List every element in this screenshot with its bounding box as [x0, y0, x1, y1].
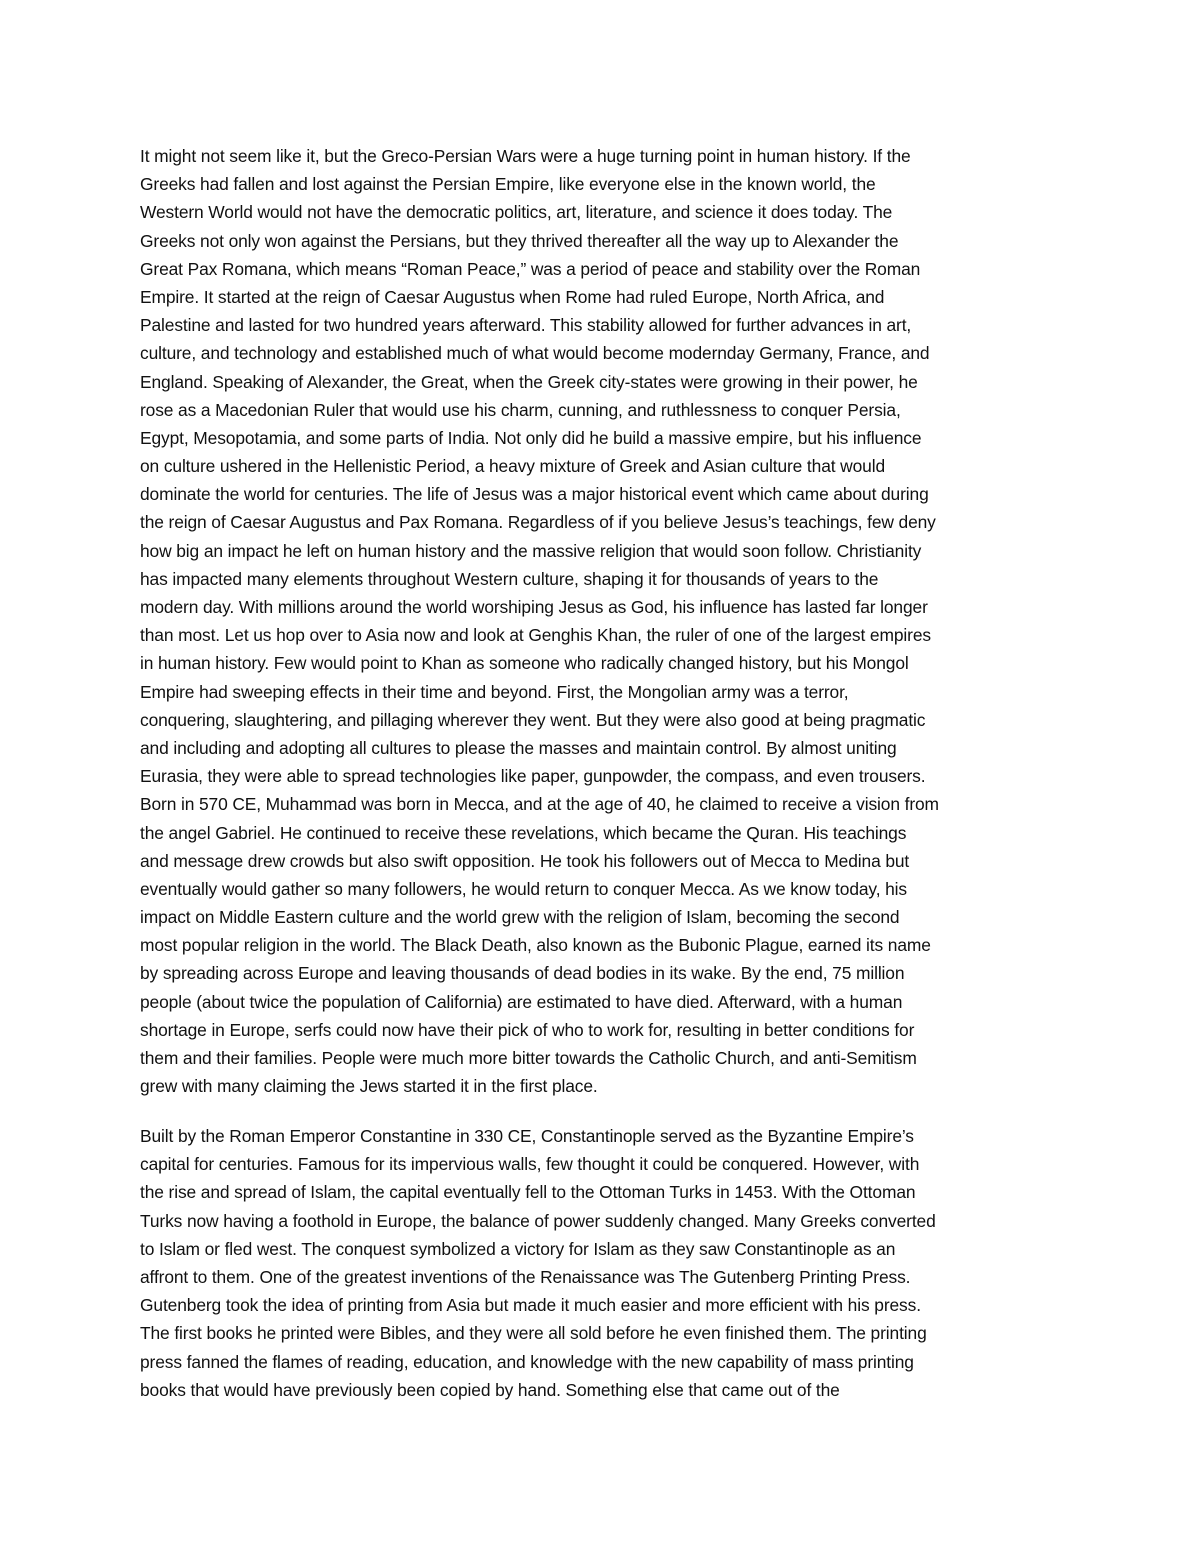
text-line: the reign of Caesar Augustus and Pax Romana. Regardless of if you believe Jesus’s teachings, few deny: [140, 512, 936, 533]
text-line: grew with many claiming the Jews started it in the first place.: [140, 1076, 598, 1097]
text-line: Palestine and lasted for two hundred years afterward. This stability allowed for further advances in art,: [140, 315, 912, 336]
text-line: Empire had sweeping effects in their time and beyond. First, the Mongolian army was a terror,: [140, 681, 849, 702]
text-line: modern day. With millions around the world worshiping Jesus as God, his influence has lasted far longer: [140, 597, 928, 617]
text-line: people (about twice the population of California) are estimated to have died. Afterward, with a human: [140, 991, 903, 1012]
text-line: on culture ushered in the Hellenistic Period, a heavy mixture of Greek and Asian culture that would: [140, 456, 886, 477]
text-line: Greeks had fallen and lost against the Persian Empire, like everyone else in the known world, the: [140, 174, 876, 195]
text-line: has impacted many elements throughout Western culture, shaping it for thousands of years to the: [140, 568, 879, 589]
paragraph-2: [140, 1122, 1070, 1404]
text-line: how big an impact he left on human history and the massive religion that would soon follow. Christianity: [140, 540, 922, 561]
text-line: The first books he printed were Bibles, and they were all sold before he even finished them. The printing: [140, 1323, 927, 1344]
text-line: conquering, slaughtering, and pillaging wherever they went. But they were also good at being pragmatic: [140, 709, 926, 730]
text-line: most popular religion in the world. The Black Death, also known as the Bubonic Plague, earned its name: [140, 935, 931, 956]
text-line: Egypt, Mesopotamia, and some parts of India. Not only did he build a massive empire, but his influence: [140, 427, 922, 448]
text-line: the rise and spread of Islam, the capital eventually fell to the Ottoman Turks in 1453. With the Ottoman: [140, 1182, 916, 1203]
text-line: to Islam or fled west. The conquest symbolized a victory for Islam as they saw Constantinople as an: [140, 1238, 896, 1259]
text-line: than most. Let us hop over to Asia now and look at Genghis Khan, the ruler of one of the largest empires: [140, 625, 931, 646]
text-line: Western World would not have the democratic politics, art, literature, and science it does today. The: [140, 202, 893, 223]
text-line: rose as a Macedonian Ruler that would use his charm, cunning, and ruthlessness to conquer Persia,: [140, 399, 901, 420]
text-line: Great Pax Romana, which means “Roman Peace,” was a period of peace and stability over the Roman: [140, 258, 921, 279]
text-line: Gutenberg took the idea of printing from Asia but made it much easier and more efficient with his press.: [140, 1295, 921, 1316]
text-line: Born in 570 CE, Muhammad was born in Mecca, and at the age of 40, he claimed to receive a vision from: [140, 794, 939, 815]
text-line: Empire. It started at the reign of Caesar Augustus when Rome had ruled Europe, North Africa, and: [140, 286, 885, 307]
text-line: Built by the Roman Emperor Constantine in 330 CE, Constantinople served as the Byzantine Empire’s: [140, 1126, 914, 1146]
text-line: dominate the world for centuries. The life of Jesus was a major historical event which came about during: [140, 484, 929, 505]
text-line: impact on Middle Eastern culture and the world grew with the religion of Islam, becoming the second: [140, 907, 900, 928]
text-line: books that would have previously been copied by hand. Something else that came out of the: [140, 1379, 840, 1400]
text-line: It might not seem like it, but the Greco-Persian Wars were a huge turning point in human history. If the: [140, 146, 911, 166]
text-line: capital for centuries. Famous for its impervious walls, few thought it could be conquered. However, with: [140, 1154, 920, 1175]
text-line: and message drew crowds but also swift opposition. He took his followers out of Mecca to Medina but: [140, 850, 910, 871]
text-line: in human history. Few would point to Khan as someone who radically changed history, but his Mongol: [140, 653, 909, 674]
text-line: Greeks not only won against the Persians, but they thrived thereafter all the way up to Alexander the: [140, 230, 899, 251]
text-line: England. Speaking of Alexander, the Great, when the Greek city-states were growing in their power, he: [140, 371, 918, 392]
text-line: by spreading across Europe and leaving thousands of dead bodies in its wake. By the end, 75 million: [140, 963, 905, 984]
text-line: shortage in Europe, serfs could now have their pick of who to work for, resulting in better conditions for: [140, 1019, 915, 1040]
paragraph-1: [140, 142, 1070, 1100]
text-line: the angel Gabriel. He continued to receive these revelations, which became the Quran. His teachings: [140, 822, 907, 843]
text-line: them and their families. People were much more bitter towards the Catholic Church, and anti-Semitism: [140, 1048, 917, 1068]
text-line: culture, and technology and established much of what would become modernday Germany, France, and: [140, 343, 930, 364]
text-line: Turks now having a foothold in Europe, the balance of power suddenly changed. Many Greeks converted: [140, 1210, 936, 1231]
text-line: affront to them. One of the greatest inventions of the Renaissance was The Gutenberg Printing Press.: [140, 1266, 911, 1287]
text-line: Eurasia, they were able to spread technologies like paper, gunpowder, the compass, and even trousers.: [140, 766, 926, 787]
text-line: press fanned the flames of reading, education, and knowledge with the new capability of mass printing: [140, 1351, 914, 1372]
text-line: and including and adopting all cultures to please the masses and maintain control. By almost uniting: [140, 737, 897, 758]
text-line: eventually would gather so many followers, he would return to conquer Mecca. As we know today, his: [140, 878, 907, 899]
